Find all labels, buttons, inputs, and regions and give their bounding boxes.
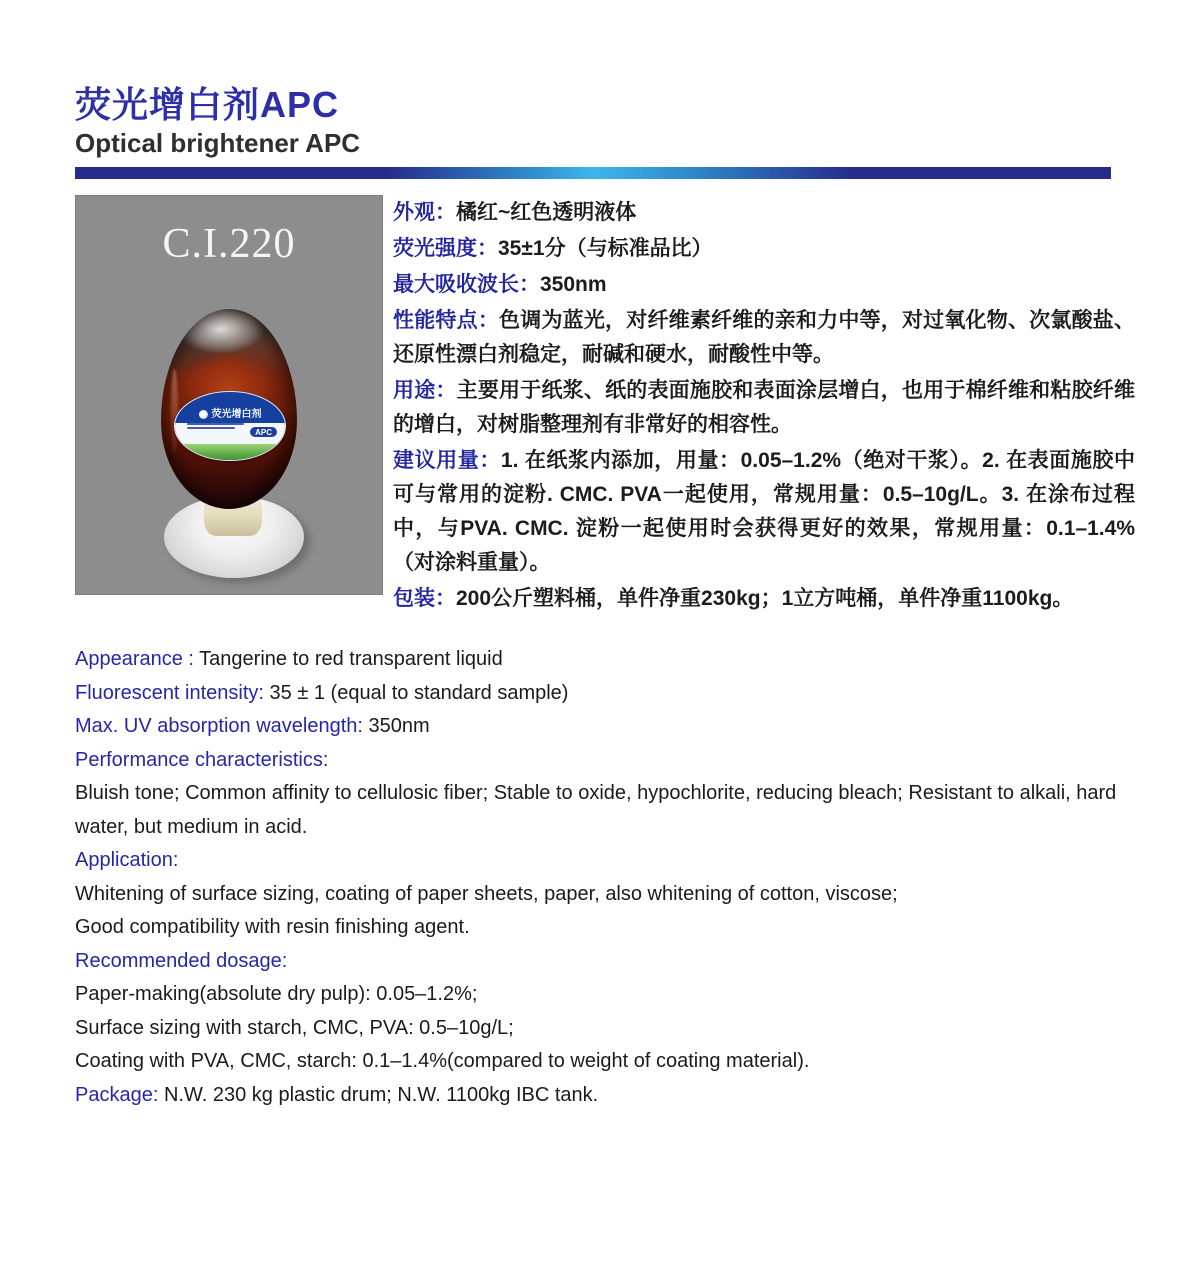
- flask-label-title: 荧光增白剂: [211, 408, 262, 420]
- spec-text-zh: 色调为蓝光，对纤维素纤维的亲和力中等，对过氧化物、次氯酸盐、还原性漂白剂稳定，耐碱和硬水，耐酸性中等。: [393, 309, 1135, 366]
- product-photo: [75, 195, 383, 595]
- spec-label-en: Recommended dosage:: [75, 949, 288, 972]
- spec-row-zh: [393, 232, 1135, 266]
- spec-text-zh: 350nm: [540, 273, 607, 296]
- page-header: [75, 84, 1115, 158]
- spec-body-line-en: Whitening of surface sizing, coating of paper sheets, paper, also whitening of cotton, viscose;: [75, 882, 898, 905]
- spec-text-en: Tangerine to red transparent liquid: [193, 648, 503, 670]
- spec-row-zh: [393, 374, 1135, 442]
- spec-label-en: Application:: [75, 849, 179, 871]
- spec-row-zh: [393, 196, 1135, 230]
- flask-with-red-liquid: [161, 309, 297, 509]
- spec-row-en: [75, 643, 1135, 677]
- spec-label-zh: 建议用量：: [393, 449, 501, 472]
- spec-row-zh: [393, 444, 1135, 580]
- spec-body-line-en: Good compatibility with resin finishing agent.: [75, 916, 470, 938]
- label-apc-badge: APC: [249, 426, 278, 438]
- page-title-zh: 荧光增白剂APC: [75, 84, 340, 125]
- specs-section-zh: [393, 196, 1135, 618]
- spec-label-zh: 性能特点：: [393, 309, 500, 332]
- flask-label-middle: [175, 423, 285, 445]
- spec-text-en: 35 ± 1 (equal to standard sample): [263, 681, 569, 704]
- spec-label-zh: 荧光强度：: [393, 237, 498, 260]
- spec-text-zh: 主要用于纸浆、纸的表面施胶和表面涂层增白，也用于棉纤维和粘胶纤维的增白，对树脂整理剂有非常好的相容性。: [393, 379, 1136, 436]
- spec-text-zh: 1. 在纸浆内添加，用量：0.05–1.2%（绝对干浆）。2. 在表面施胶中可与常用的淀粉. CMC. PVA一起使用，常规用量：0.5–10g/L。3. 在涂布过程中，与PVA. CMC. 淀粉一起使用时会获得更好的效果，常规用量：0.1–1.4%（对涂料重量）。: [393, 449, 1135, 574]
- spec-row-en: [75, 945, 1135, 979]
- spec-body-line-en: Bluish tone; Common affinity to cellulosic fiber; Stable to oxide, hypochlorite, reducing bleach; Resistant to alkali, hard water, but medium in acid.: [75, 782, 1117, 838]
- spec-label-zh: 用途：: [393, 379, 457, 402]
- spec-row-zh: [393, 582, 1135, 616]
- divider-gradient-bar: [75, 167, 1111, 179]
- label-text-line: [187, 427, 235, 429]
- spec-body-line-en: Surface sizing with starch, CMC, PVA: 0.5–10g/L;: [75, 1016, 514, 1039]
- spec-text-en: N.W. 230 kg plastic drum; N.W. 1100kg IBC tank.: [158, 1083, 599, 1106]
- spec-label-zh: 最大吸收波长：: [393, 273, 540, 296]
- spec-row-zh: [393, 268, 1135, 302]
- spec-text-zh: 200公斤塑料桶，单件净重230kg；1立方吨桶，单件净重1100kg。: [456, 587, 1074, 610]
- spec-text-zh: 橘红~红色透明液体: [456, 201, 637, 224]
- spec-body-line-en: Paper-making(absolute dry pulp): 0.05–1.2%;: [75, 983, 478, 1005]
- spec-label-zh: 外观：: [393, 201, 456, 224]
- flask-scene: [76, 196, 382, 594]
- spec-label-en: Performance characteristics:: [75, 748, 329, 771]
- spec-row-en: [75, 1079, 1135, 1113]
- spec-label-en: Fluorescent intensity:: [75, 681, 264, 704]
- spec-row-en: [75, 744, 1135, 778]
- page-title-en: Optical brightener APC: [75, 128, 361, 158]
- flask-label-title-row: [175, 392, 285, 421]
- spec-label-en: Package:: [75, 1083, 159, 1106]
- label-logo-icon: [199, 410, 208, 419]
- spec-label-en: Appearance :: [75, 648, 194, 670]
- spec-label-en: Max. UV absorption wavelength:: [75, 715, 363, 737]
- spec-text-en: 350nm: [362, 715, 430, 737]
- spec-row-zh: [393, 304, 1135, 372]
- spec-label-zh: 包装：: [393, 587, 456, 610]
- spec-row-en: [75, 710, 1135, 744]
- spec-row-en: [75, 844, 1135, 878]
- flask-label: [174, 391, 286, 461]
- spec-body-line-en: Coating with PVA, CMC, starch: 0.1–1.4%(compared to weight of coating material).: [75, 1050, 810, 1072]
- label-grass-art: [175, 444, 285, 461]
- label-text-line: [187, 423, 244, 425]
- product-ci-number: C.I.220: [162, 221, 296, 267]
- spec-row-en: [75, 677, 1135, 711]
- spec-text-zh: 35±1分（与标准品比）: [498, 237, 713, 260]
- specs-section-en: [75, 643, 1135, 1112]
